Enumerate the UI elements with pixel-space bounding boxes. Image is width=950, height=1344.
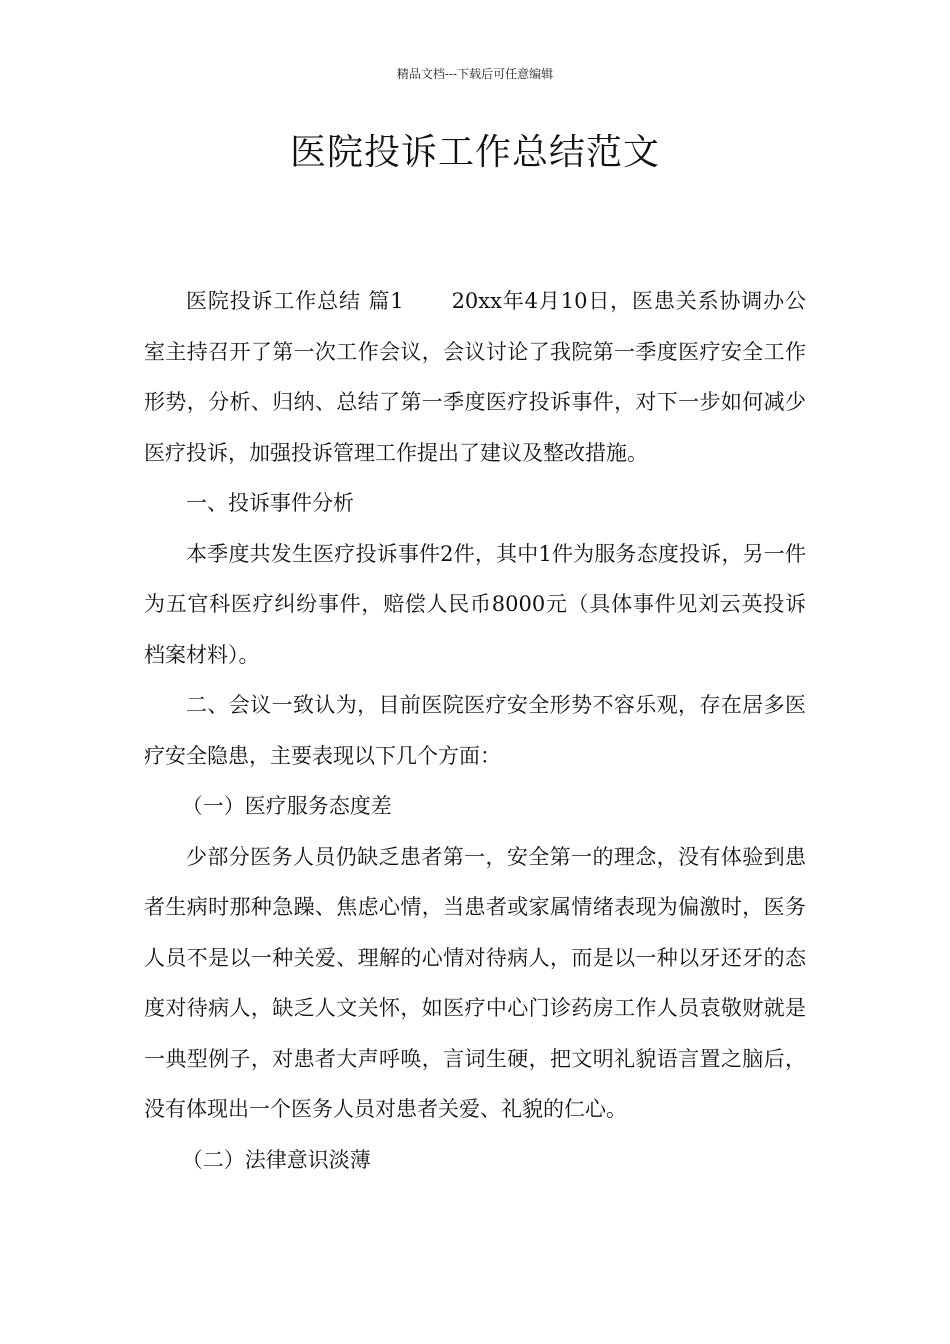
subsection-heading-2: （二）法律意识淡薄 [181,1147,371,1172]
document-body [144,276,806,1185]
intro-text: 20xx年4月10日，医患关系协调办公室主持召开了第一次工作会议，会议讨论了我院第一季度医疗安全工作形势，分析、归纳、总结了第一季度医疗投诉事件，对下一步如何减少医疗投诉，加强投诉管理工作提出了建议及整改措施。 [144,289,806,465]
intro-label: 医院投诉工作总结 篇1 [186,289,404,313]
paragraph-service-attitude: 少部分医务人员仍缺乏患者第一，安全第一的理念，没有体验到患者生病时那种急躁、焦虑心情，当患者或家属情绪表现为偏激时，医务人员不是以一种关爱、理解的心情对待病人，而是以一种以牙还牙的态度对待病人，缺乏人文关怀，如医疗中心门诊药房工作人员袁敬财就是一典型例子，对患者大声呼唤，言词生硬，把文明礼貌语言置之脑后，没有体现出一个医务人员对患者关爱、礼貌的仁心。 [144,844,806,1121]
document-title: 医院投诉工作总结范文 [289,132,660,173]
section-heading-2: 二、会议一致认为，目前医院医疗安全形势不容乐观，存在居多医疗安全隐患，主要表现以下几个方面： [144,693,806,768]
intro-paragraph [144,276,806,478]
paragraph-complaint-events: 本季度共发生医疗投诉事件2件，其中1件为服务态度投诉，另一件为五官科医疗纠纷事件，赔偿人民币8000元（具体事件见刘云英投诉档案材料）。 [144,541,806,667]
section-heading-1: 一、投诉事件分析 [186,491,354,515]
header-note: 精品文档---下载后可任意编辑 [396,67,554,81]
subsection-heading-1: （一）医疗服务态度差 [181,794,392,818]
